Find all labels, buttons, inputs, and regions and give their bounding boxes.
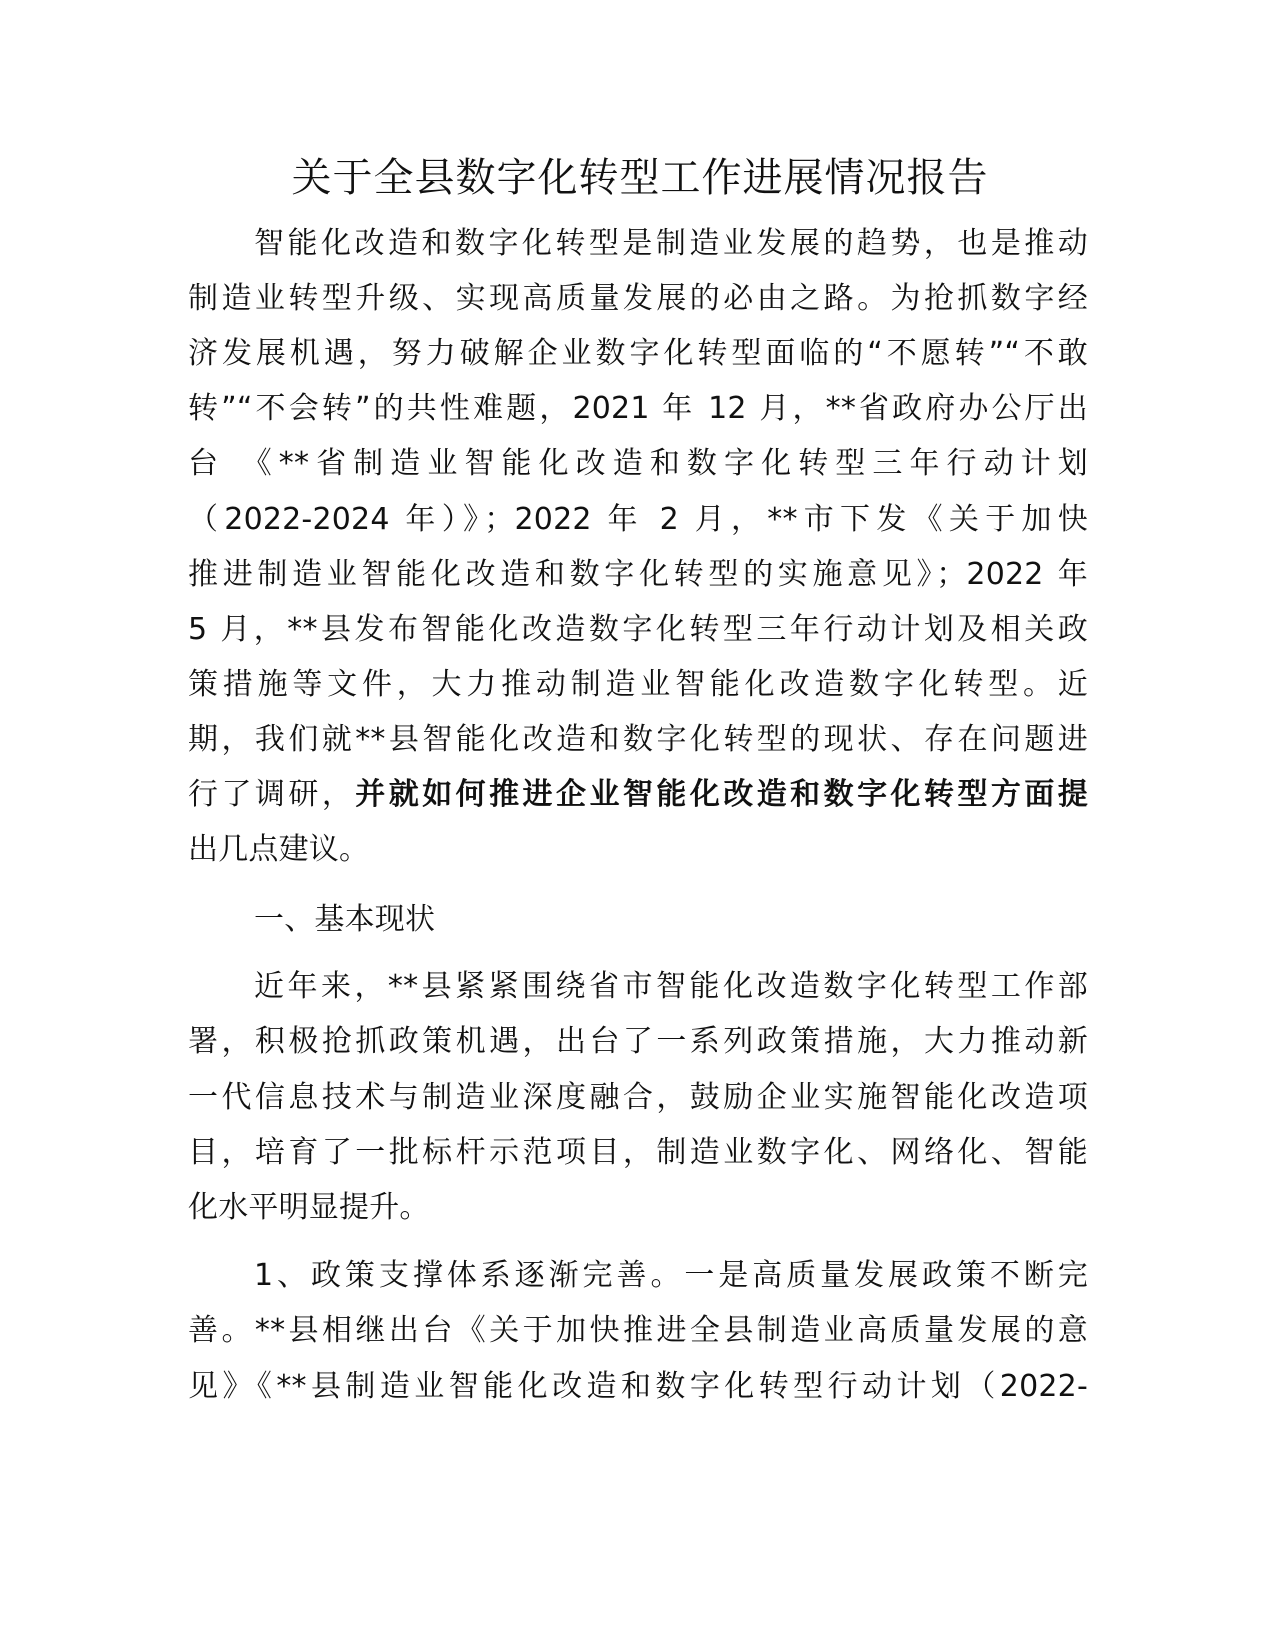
paragraph-1-line: 5 月，**县发布智能化改造数字化转型三年行动计划及相关政 bbox=[188, 612, 1088, 647]
paragraph-3-line: 善。**县相继出台《关于加快推进全县制造业高质量发展的意 bbox=[188, 1313, 1088, 1348]
paragraph-1-line: 推进制造业智能化改造和数字化转型的实施意见》；2022 年 bbox=[188, 557, 1088, 592]
paragraph-1-last-line: 出几点建议。 bbox=[188, 832, 370, 867]
paragraph-1-line-head: 行了调研， bbox=[188, 777, 356, 812]
paragraph-1-line: 济发展机遇，努力破解企业数字化转型面临的“不愿转”“不敢 bbox=[188, 336, 1088, 371]
paragraph-2-line: 化水平明显提升。 bbox=[188, 1190, 430, 1225]
paragraph-2-line: 近年来，**县紧紧围绕省市智能化改造数字化转型工作部 bbox=[254, 969, 1088, 1004]
paragraph-1-line: （2022-2024 年）》；2022 年 2 月，**市下发《关于加快 bbox=[188, 502, 1088, 537]
paragraph-1-line: 制造业转型升级、实现高质量发展的必由之路。为抢抓数字经 bbox=[188, 281, 1088, 316]
paragraph-2-line: 目，培育了一批标杆示范项目，制造业数字化、网络化、智能 bbox=[188, 1135, 1088, 1170]
paragraph-3-line: 1、政策支撑体系逐渐完善。一是高质量发展政策不断完 bbox=[254, 1258, 1088, 1293]
document-title: 关于全县数字化转型工作进展情况报告 bbox=[291, 155, 989, 201]
paragraph-1-line: 期，我们就**县智能化改造和数字化转型的现状、存在问题进 bbox=[188, 722, 1088, 757]
paragraph-1-line-tail: 并就如何推进企业智能化改造和数字化转型方面提 bbox=[355, 777, 1089, 812]
paragraph-2-line: 署，积极抢抓政策机遇，出台了一系列政策措施，大力推动新 bbox=[188, 1024, 1088, 1059]
paragraph-1-line bbox=[188, 773, 1088, 817]
paragraph-2-line: 一代信息技术与制造业深度融合，鼓励企业实施智能化改造项 bbox=[188, 1080, 1088, 1115]
paragraph-1-line: 策措施等文件，大力推动制造业智能化改造数字化转型。近 bbox=[188, 667, 1088, 702]
paragraph-3-line: 见》《**县制造业智能化改造和数字化转型行动计划（2022- bbox=[188, 1369, 1088, 1404]
paragraph-1-line: 转”“不会转”的共性难题，2021 年 12 月，**省政府办公厅出 bbox=[188, 391, 1088, 426]
paragraph-1-line: 智能化改造和数字化转型是制造业发展的趋势，也是推动 bbox=[254, 226, 1088, 261]
paragraph-1-line: 台 《**省制造业智能化改造和数字化转型三年行动计划 bbox=[188, 446, 1088, 481]
section-heading: 一、基本现状 bbox=[254, 902, 436, 937]
